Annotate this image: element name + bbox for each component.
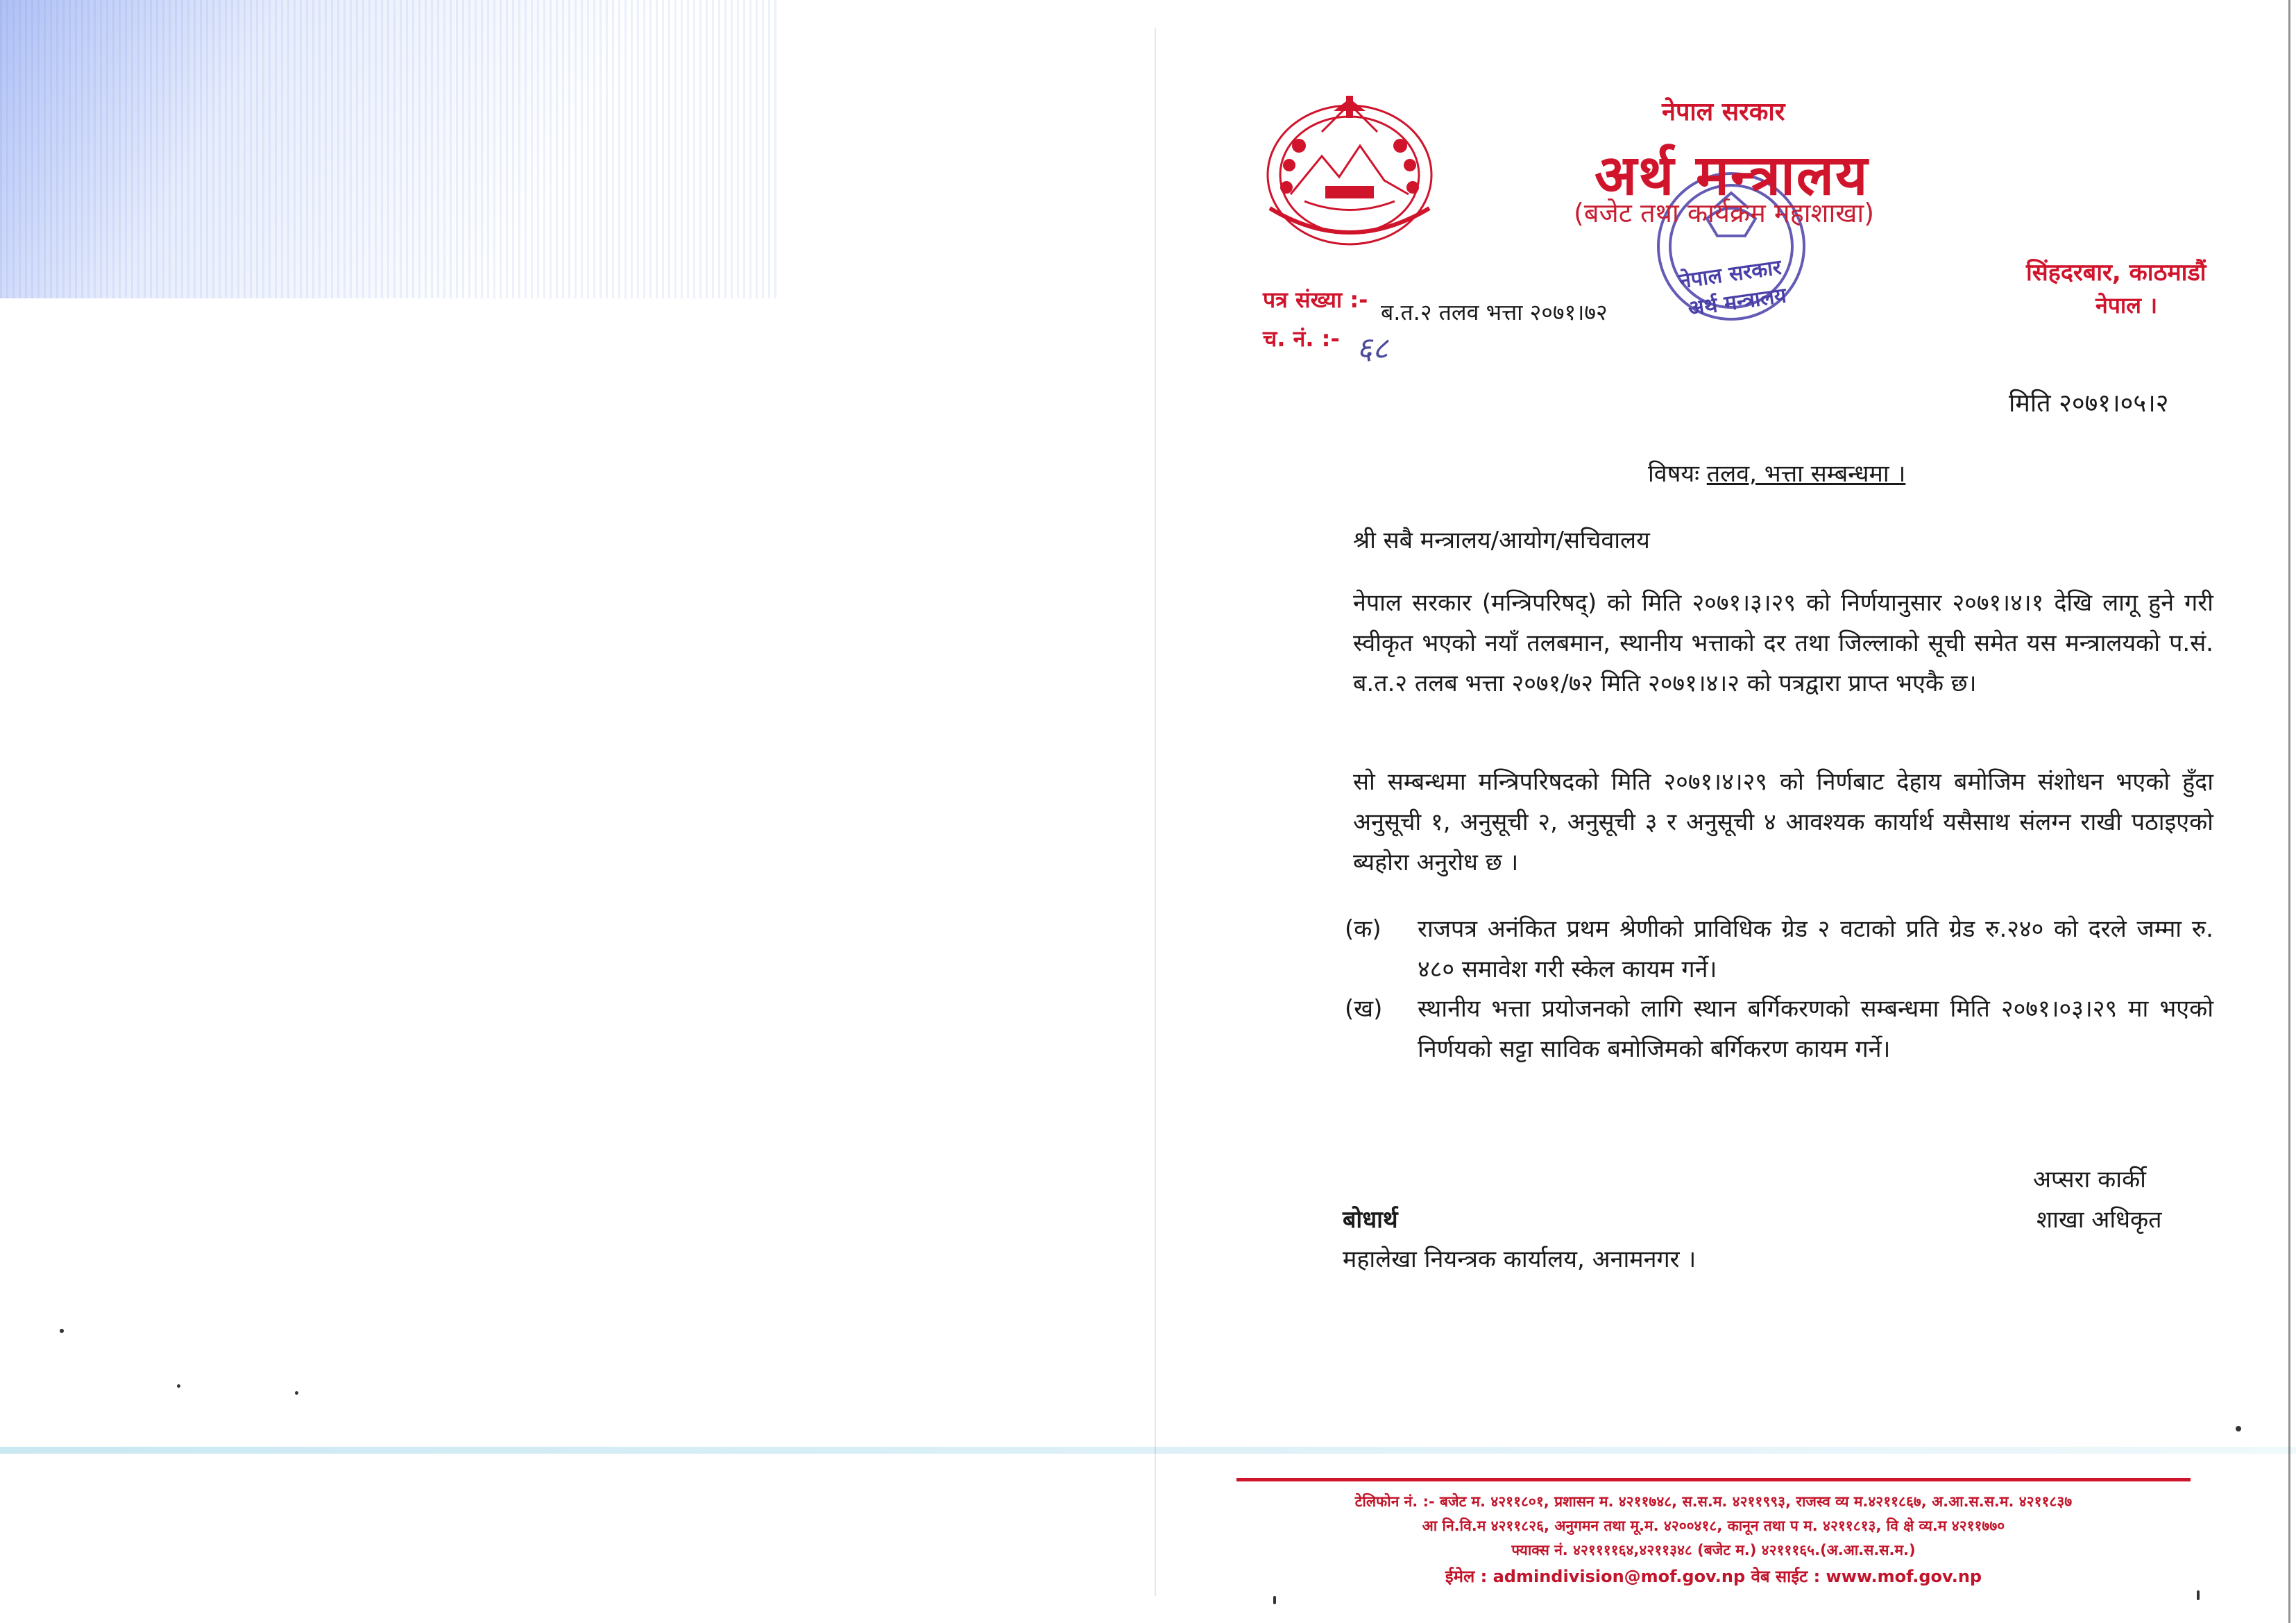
office-country: नेपाल । xyxy=(2095,292,2158,318)
footer-fax-line: फ्याक्स नं. ४२११११६४,४२११३४८ (बजेट म.) ४२१११६५.(अ.आ.स.स.म.) xyxy=(1511,1542,1916,1558)
footer-telephone-line-2: आ नि.वि.म ४२११८२६, अनुगमन तथा मू.म. ४२००४१८, कानून तथा प म. ४२११८१३, वि क्षे व्य.म ४२११७७० xyxy=(1422,1518,2005,1534)
ministry-name: अर्थ मन्त्रालय xyxy=(1595,143,1869,207)
dispatch-number-label: च. नं. :- xyxy=(1263,325,1340,352)
page-fold-line xyxy=(1155,28,1156,1596)
footer-divider xyxy=(1236,1478,2191,1481)
subject-line xyxy=(1648,457,1905,488)
list-item-marker: (क) xyxy=(1345,915,1381,943)
scan-speck xyxy=(2197,1590,2200,1600)
government-name: नेपाल सरकार xyxy=(1662,98,1785,126)
dispatch-number-value: ६८ xyxy=(1357,331,1388,366)
list-item xyxy=(1345,909,2213,989)
body-paragraph-1: नेपाल सरकार (मन्त्रिपरिषद्) को मिति २०७१।३।२९ को निर्णयानुसार २०७१।४।१ देखि लागू हुने गरी स्वीकृत भएको नयाँ तलबमान, स्थानीय भत्ताको दर तथा जिल्लाको सूची समेत यस मन्त्रालयको प.सं. ब.त.२ तलब भत्ता २०७१/७२ मिति २०७१।४।२ को पत्रद्वारा प्राप्त भएकै छ। xyxy=(1353,589,2213,697)
signatory-name: अप्सरा कार्की xyxy=(2033,1166,2146,1193)
page-edge xyxy=(2288,0,2290,1623)
stamp-line-2: अर्थ मन्त्रालय xyxy=(1686,283,1788,321)
letter-date: मिति २०७१।०५।२ xyxy=(2009,389,2169,418)
list-item-text: स्थानीय भत्ता प्रयोजनको लागि स्थान बर्गिकरणको सम्बन्धमा मिति २०७१।०३।२९ मा भएको निर्णयको सट्टा साविक बमोजिमको बर्गिकरण कायम गर्ने। xyxy=(1418,995,2213,1063)
scan-speck xyxy=(177,1384,180,1388)
cc-office: महालेखा नियन्त्रक कार्यालय, अनामनगर । xyxy=(1343,1246,1697,1273)
letter-number-value: ब.त.२ तलव भत्ता २०७१।७२ xyxy=(1381,299,1608,325)
list-item xyxy=(1345,989,2213,1069)
scan-speck xyxy=(295,1391,298,1395)
scan-artifact-band xyxy=(0,1447,2296,1454)
subject-label: विषयः xyxy=(1648,460,1699,488)
letter-number-label: पत्र संख्या :- xyxy=(1263,287,1368,313)
nepal-emblem-icon xyxy=(1256,90,1443,257)
body-paragraph-2: सो सम्बन्धमा मन्त्रिपरिषदको मिति २०७१।४।२९ को निर्णबाट देहाय बमोजिम संशोधन भएको हुँदा अनुसूची १, अनुसूची २, अनुसूची ३ र अनुसूची ४ आवश्यक कार्यार्थ यसैसाथ संलग्न राखी पठाइएको ब्यहोरा अनुरोध छ । xyxy=(1353,768,2213,876)
footer-contact-line: ईमेल : admindivision@mof.gov.np वेब साईट : www.mof.gov.np xyxy=(1445,1567,1982,1586)
scan-speck xyxy=(2236,1426,2241,1431)
office-location: सिंहदरबार, काठमाडौं xyxy=(2026,259,2206,287)
subject-text: तलव, भत्ता सम्बन्धमा । xyxy=(1706,460,1906,488)
recipient: श्री सबै मन्त्रालय/आयोग/सचिवालय xyxy=(1353,527,1650,554)
scan-speck xyxy=(60,1329,64,1333)
scan-artifact-wash xyxy=(0,0,777,298)
cc-label: बोधार्थ xyxy=(1343,1206,1398,1234)
list-item-text: राजपत्र अनंकित प्रथम श्रेणीको प्राविधिक ग्रेड २ वटाको प्रति ग्रेड रु.२४० को दरले जम्मा रु. ४८० समावेश गरी स्केल कायम गर्ने। xyxy=(1418,915,2213,983)
division-name: (बजेट तथा कार्यक्रम महाशाखा) xyxy=(1574,198,1875,228)
footer-telephone-line-1: टेलिफोन नं. :- बजेट म. ४२११८०१, प्रशासन म. ४२११७४८, स.स.म. ४२११९९३, राजस्व व्य म.४२११८६७, अ.आ.स.स.म. ४२११८३७ xyxy=(1354,1493,2073,1510)
scan-speck xyxy=(1273,1596,1276,1604)
signatory-title: शाखा अधिकृत xyxy=(2036,1206,2162,1234)
stamp-line-1: नेपाल सरकार xyxy=(1678,255,1783,294)
list-item-marker: (ख) xyxy=(1345,995,1383,1023)
